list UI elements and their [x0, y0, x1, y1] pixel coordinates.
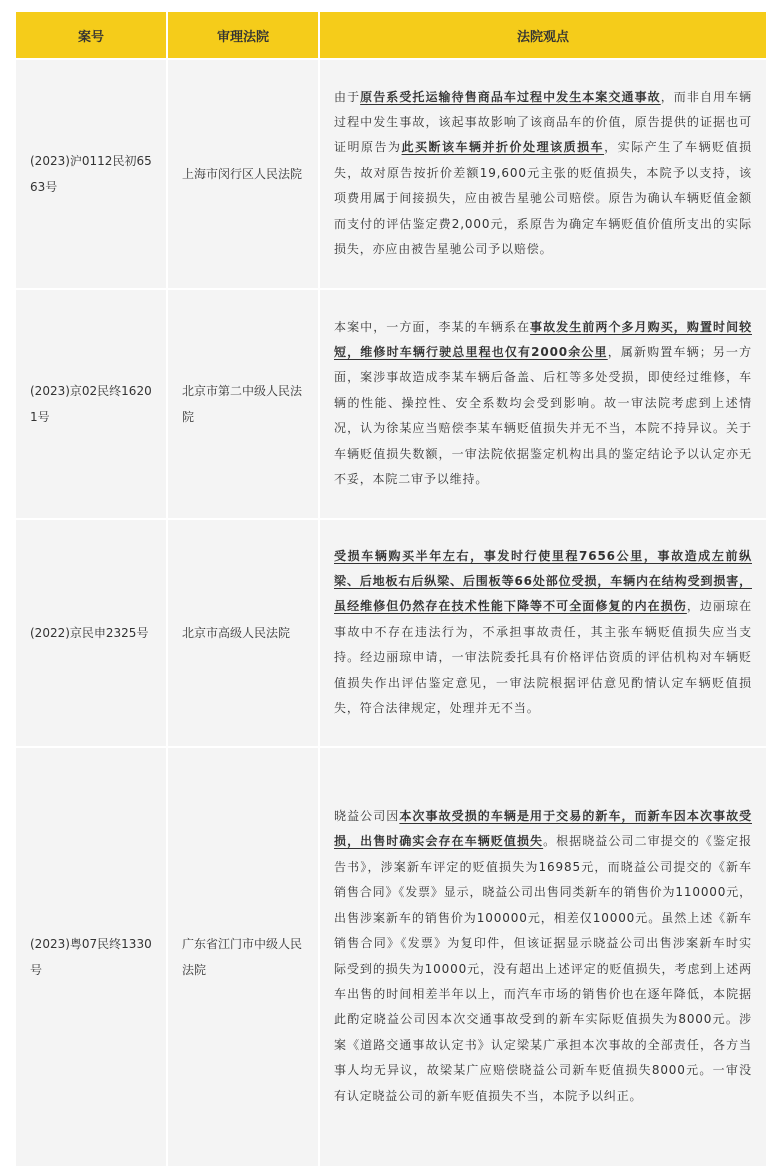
header-court: 审理法院	[168, 12, 318, 58]
opinion-text: ，而非自用车辆过程中发生事故，该起事故影响了该商品车的价值，原告提供的证据也可证明原告为	[334, 89, 752, 155]
court-name: 广东省江门市中级人民法院	[168, 748, 318, 1166]
court-opinion	[320, 748, 766, 1166]
table-header-row	[16, 12, 766, 58]
court-opinion	[320, 520, 766, 746]
table-row	[16, 748, 766, 1166]
header-opinion: 法院观点	[320, 12, 766, 58]
court-name: 上海市闵行区人民法院	[168, 60, 318, 288]
court-name: 北京市第二中级人民法院	[168, 290, 318, 518]
table-row	[16, 290, 766, 518]
case-number: (2023)粤07民终1330号	[16, 748, 166, 1166]
court-opinion	[320, 60, 766, 288]
case-number: (2022)京民申2325号	[16, 520, 166, 746]
opinion-highlight: 本次事故受损的车辆是用于交易的新车，而新车因本次事故受损，出售时确实会存在车辆贬值损失	[334, 809, 752, 849]
court-name: 北京市高级人民法院	[168, 520, 318, 746]
case-table	[14, 10, 768, 1168]
opinion-text: ，实际产生了车辆贬值损失，故对原告按折价差额19,600元主张的贬值损失，本院予以支持，该项费用属于间接损失，应由被告星驰公司赔偿。原告为确认车辆贬值金额而支付的评估鉴定费2,000元，系原告为确定车辆贬值价值所支出的实际损失，亦应由被告星驰公司予以赔偿。	[334, 140, 752, 257]
opinion-highlight: 此买断该车辆并折价处理该质损车	[401, 140, 605, 155]
opinion-highlight: 原告系受托运输待售商品车过程中发生本案交通事故	[360, 89, 661, 104]
table-row	[16, 520, 766, 746]
opinion-highlight: 受损车辆购买半年左右，事发时行使里程7656公里，事故造成左前纵梁、后地板右后纵梁、后围板等66处部位受损，车辆内在结构受到损害，虽经维修但仍然存在技术性能下降等不可全面修复的内在损伤	[334, 548, 752, 614]
case-number: (2023)沪0112民初6563号	[16, 60, 166, 288]
opinion-text: ，边丽琼在事故中不存在违法行为，不承担事故责任，其主张车辆贬值损失应当支持。经边丽琼申请，一审法院委托具有价格评估资质的评估机构对车辆贬值损失作出评估鉴定意见，一审法院根据评估意见酌情认定车辆贬值损失，符合法律规定，处理并无不当。	[334, 599, 752, 716]
table-row	[16, 60, 766, 288]
opinion-highlight: 事故发生前两个多月购买，购置时间较短，维修时车辆行驶总里程也仅有2000余公里	[334, 319, 752, 359]
court-opinion	[320, 290, 766, 518]
opinion-text: ，属新购置车辆；另一方面，案涉事故造成李某车辆后备盖、后杠等多处受损，即使经过维修，车辆的性能、操控性、安全系数均会受到影响。故一审法院考虑到上述情况，认为徐某应当赔偿李某车辆贬值损失并无不当，本院不持异议。关于车辆贬值损失数额，一审法院依据鉴定机构出具的鉴定结论予以认定亦无不妥，本院二审予以维持。	[334, 344, 752, 487]
opinion-text: 。根据晓益公司二审提交的《鉴定报告书》，涉案新车评定的贬值损失为16985元，而晓益公司提交的《新车销售合同》《发票》显示，晓益公司出售同类新车的销售价为110000元，出售涉案新车的销售价为100000元，相差仅10000元。虽然上述《新车销售合同》《发票》为复印件，但该证据显示晓益公司出售涉案新车时实际受到的损失为10000元，没有超出上述评定的贬值损失，考虑到上述两车出售的时间相差半年以上，而汽车市场的销售价也在逐年降低，本院据此酌定晓益公司因本次交通事故受到的新车实际贬值损失为8000元。涉案《道路交通事故认定书》认定梁某广承担本次事故的全部责任，各方当事人均无异议，故梁某广应赔偿晓益公司新车贬值损失8000元。一审没有认定晓益公司的新车贬值损失不当，本院予以纠正。	[334, 834, 752, 1103]
opinion-text: 由于	[334, 89, 361, 104]
opinion-text: 晓益公司因	[334, 809, 400, 824]
case-number: (2023)京02民终16201号	[16, 290, 166, 518]
header-case-no: 案号	[16, 12, 166, 58]
opinion-text: 本案中，一方面，李某的车辆系在	[334, 319, 531, 334]
